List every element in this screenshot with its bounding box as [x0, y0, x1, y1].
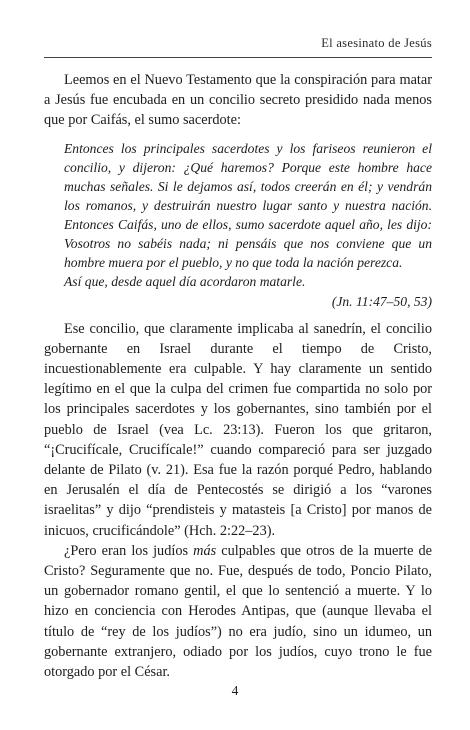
header-rule [44, 57, 432, 58]
quote-citation: (Jn. 11:47–50, 53) [331, 293, 432, 309]
paragraph-3-after: culpables que otros de la muerte de Cristo? Seguramente que no. Fue, después de todo, Poncio Pilato, un gobernador romano gentil, el que lo sentenció a muerte. Y lo hizo en conciencia con Herodes Antipas, que (aunque llevaba el título de “rey de los judíos”) no era judío, sino un idumeo, un gobernante extranjero, odiado por los judíos, cuyo trono le fue otorgado por el César. [44, 542, 433, 681]
page-body [44, 70, 432, 682]
paragraph-1: Leemos en el Nuevo Testamento que la conspiración para matar a Jesús fue encubada en un concilio secreto presidido nada menos que por Caifás, el sumo sacerdote: [44, 72, 432, 129]
paragraph-3-emphasis: más [193, 542, 217, 559]
paragraph-3 [44, 541, 432, 682]
quote-last-line: Así que, desde aquel día acordaron matarle. [64, 273, 306, 289]
paragraph-3-before: ¿Pero eran los judíos [64, 542, 194, 559]
running-head: El asesinato de Jesús [321, 36, 432, 50]
page-number: 4 [231, 683, 239, 698]
block-quote [64, 139, 432, 311]
quote-text: Entonces los principales sacerdotes y los fariseos reunieron el concilio, y dijeron: ¿Qué haremos? Porque este hombre hace muchas señales. Si le dejamos así, todos creerán en él; y vendrán los romanos, y destruirán nuestro lugar santo y nuestra nación. Entonces Caifás, uno de ellos, sumo sacerdote aquel año, les dijo: Vosotros no sabéis nada; ni pensáis que nos conviene que un hombre muera por el pueblo, y no que toda la nación perezca. [64, 140, 432, 270]
paragraph-2: Ese concilio, que claramente implicaba al sanedrín, el concilio gobernante en Israel durante el tiempo de Cristo, incuestionablemente era culpable. Y hay claramente un sentido legítimo en el que la culpa del crimen fue compartida no solo por los principales sacerdotes y los gobernantes, sino también por el pueblo de Israel (vea Lc. 23:13). Fueron los que gritaron, “¡Crucifícale, Crucifícale!” cuando compareció para ser juzgado delante de Pilato (v. 21). Esa fue la razón porqué Pedro, hablando en Jerusalén el día de Pentecostés se dirigió a los “varones israelitas” y dijo “prendisteis y matasteis [a Cristo] por manos de inicuos, crucificándole” (Hch. 2:22–23). [44, 320, 432, 539]
